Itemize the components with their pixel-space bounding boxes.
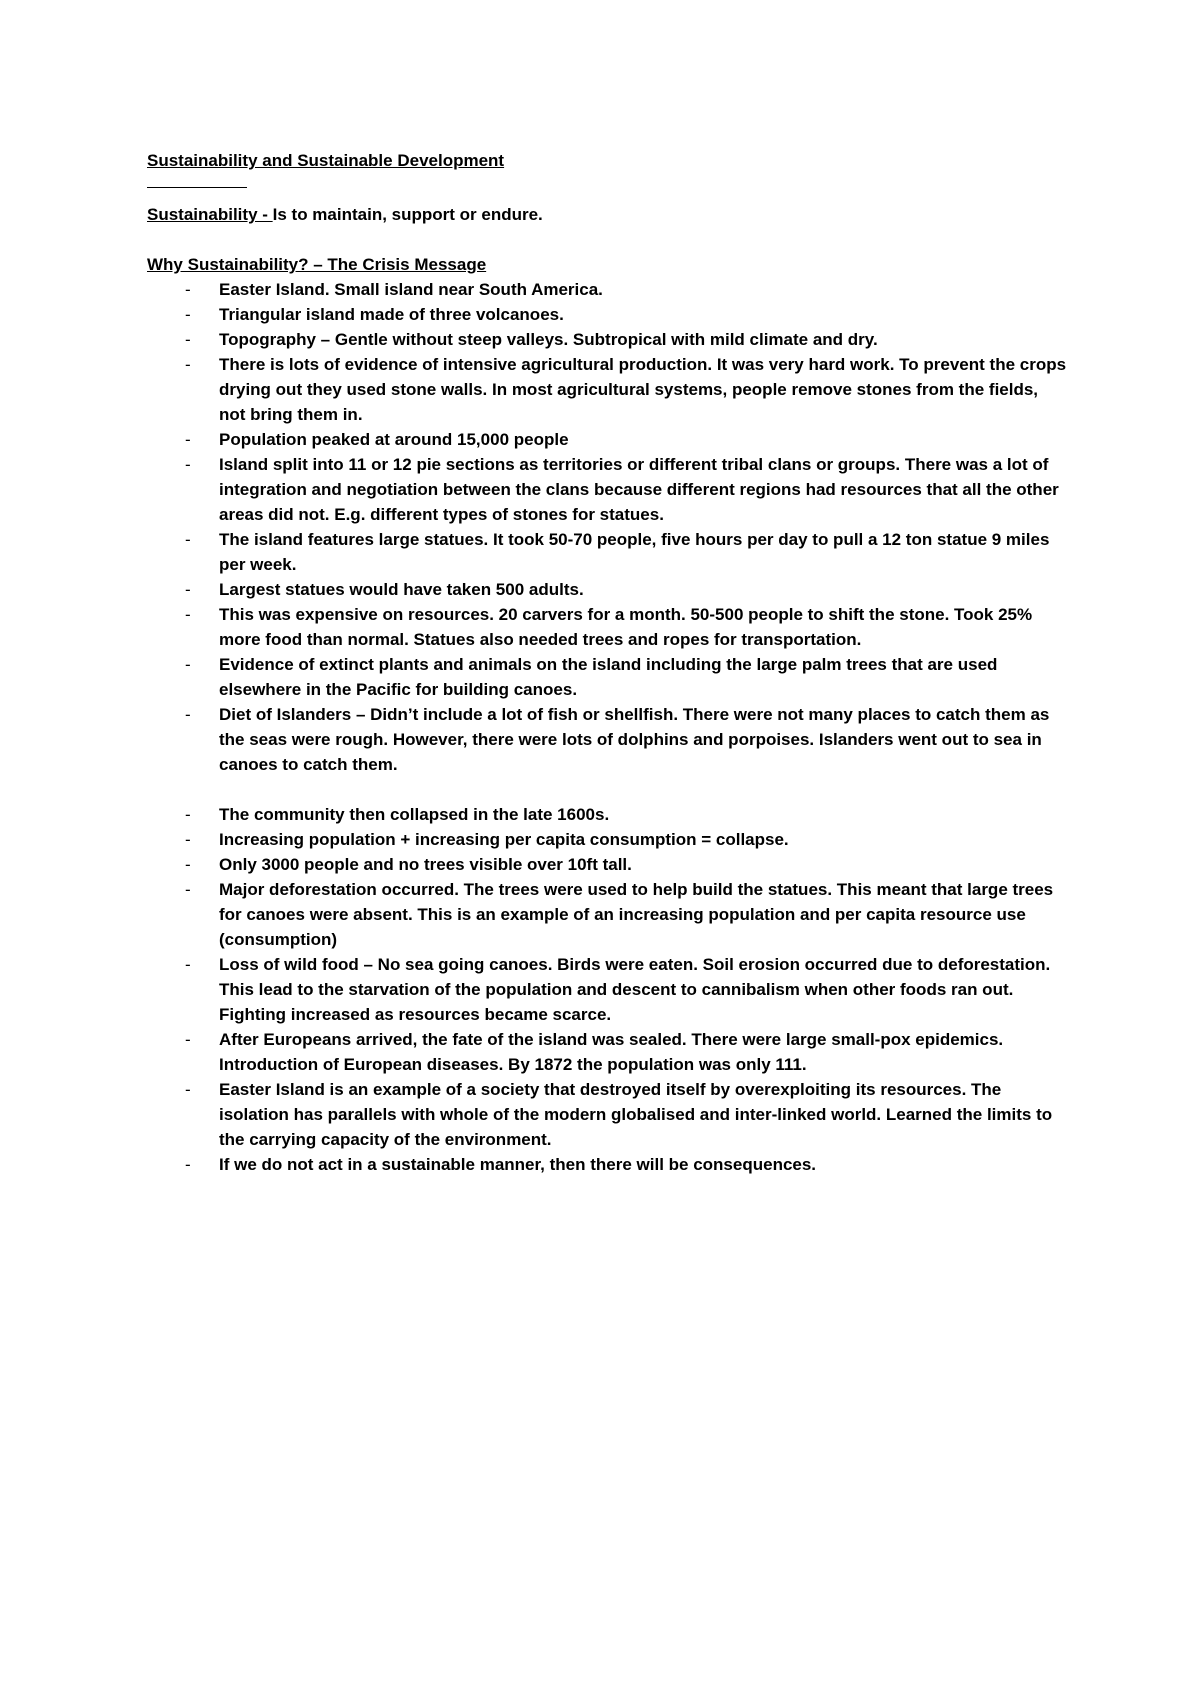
bullet-dash: - [185, 355, 191, 374]
bullet-text: Only 3000 people and no trees visible over 10ft tall. [219, 855, 632, 874]
definition-text: Is to maintain, support or endure. [272, 205, 543, 224]
bullet-dash: - [185, 1080, 191, 1099]
bullet-item [147, 702, 1067, 777]
bullet-item [147, 277, 1067, 302]
bullet-text: Major deforestation occurred. The trees were used to help build the statues. This meant that large trees for canoes were absent. This is an example of an increasing population and per capita resource use (consumption) [219, 880, 1054, 949]
bullet-text: The community then collapsed in the late 1600s. [219, 805, 610, 824]
bullet-item [147, 452, 1067, 527]
bullet-text: Diet of Islanders – Didn’t include a lot of fish or shellfish. There were not many places to catch them as the seas were rough. However, there were lots of dolphins and porpoises. Islanders went out to sea in canoes to catch them. [219, 705, 1050, 774]
bullet-item [147, 302, 1067, 327]
bullet-item [147, 802, 1067, 827]
bullet-text: There is lots of evidence of intensive agricultural production. It was very hard work. To prevent the crops drying out they used stone walls. In most agricultural systems, people remove stones from the fields, not bring them in. [219, 355, 1067, 424]
bullet-dash: - [185, 605, 191, 624]
bullet-text: Topography – Gentle without steep valleys. Subtropical with mild climate and dry. [219, 330, 878, 349]
document-body [147, 148, 1067, 1177]
bullet-text: Island split into 11 or 12 pie sections as territories or different tribal clans or groups. There was a lot of integration and negotiation between the clans because different regions had resources that all the other areas did not. E.g. different types of stones for statues. [219, 455, 1059, 524]
bullet-dash: - [185, 280, 191, 299]
bullet-dash: - [185, 830, 191, 849]
document-title: Sustainability and Sustainable Development [147, 151, 505, 170]
bullet-item [147, 602, 1067, 652]
bullet-text: After Europeans arrived, the fate of the island was sealed. There were large small-pox epidemics. Introduction of European diseases. By 1872 the population was only 111. [219, 1030, 1004, 1074]
bullet-dash: - [185, 430, 191, 449]
bullet-text: Triangular island made of three volcanoes. [219, 305, 564, 324]
bullet-item [147, 1027, 1067, 1077]
bullet-dash: - [185, 705, 191, 724]
bullet-dash: - [185, 655, 191, 674]
bullet-dash: - [185, 580, 191, 599]
bullet-text: Loss of wild food – No sea going canoes. Birds were eaten. Soil erosion occurred due to deforestation. This lead to the starvation of the population and descent to cannibalism when other foods ran out. Fighting increased as resources became scarce. [219, 955, 1051, 1024]
bullet-dash: - [185, 1155, 191, 1174]
bullet-item [147, 1152, 1067, 1177]
bullet-dash: - [185, 955, 191, 974]
bullet-dash: - [185, 880, 191, 899]
bullet-item [147, 1077, 1067, 1152]
paragraph-gap [147, 777, 1067, 802]
bullet-item [147, 327, 1067, 352]
bullet-dash: - [185, 530, 191, 549]
bullet-text: If we do not act in a sustainable manner, then there will be consequences. [219, 1155, 817, 1174]
sustainability-definition [147, 202, 1067, 227]
bullet-dash: - [185, 805, 191, 824]
bullet-list-collapse [147, 802, 1067, 1177]
bullet-dash: - [185, 330, 191, 349]
bullet-text: Largest statues would have taken 500 adults. [219, 580, 584, 599]
bullet-item [147, 952, 1067, 1027]
bullet-text: The island features large statues. It took 50-70 people, five hours per day to pull a 12 ton statue 9 miles per week. [219, 530, 1050, 574]
bullet-item [147, 427, 1067, 452]
bullet-dash: - [185, 455, 191, 474]
bullet-text: Increasing population + increasing per capita consumption = collapse. [219, 830, 789, 849]
bullet-dash: - [185, 1030, 191, 1049]
divider-rule [147, 187, 247, 188]
bullet-item [147, 527, 1067, 577]
bullet-item [147, 852, 1067, 877]
bullet-text: Population peaked at around 15,000 people [219, 430, 569, 449]
bullet-item [147, 877, 1067, 952]
bullet-dash: - [185, 305, 191, 324]
bullet-text: Evidence of extinct plants and animals on the island including the large palm trees that are used elsewhere in the Pacific for building canoes. [219, 655, 998, 699]
bullet-item [147, 577, 1067, 602]
bullet-text: This was expensive on resources. 20 carvers for a month. 50-500 people to shift the stone. Took 25% more food than normal. Statues also needed trees and ropes for transportation. [219, 605, 1033, 649]
definition-term: Sustainability - [147, 205, 273, 224]
bullet-text: Easter Island. Small island near South America. [219, 280, 603, 299]
bullet-list-easter-island [147, 277, 1067, 777]
bullet-item [147, 652, 1067, 702]
bullet-text: Easter Island is an example of a society that destroyed itself by overexploiting its resources. The isolation has parallels with whole of the modern globalised and inter-linked world. Learned the limits to the carrying capacity of the environment. [219, 1080, 1053, 1149]
bullet-item [147, 827, 1067, 852]
bullet-dash: - [185, 855, 191, 874]
section-heading: Why Sustainability? – The Crisis Message [147, 255, 487, 274]
bullet-item [147, 352, 1067, 427]
